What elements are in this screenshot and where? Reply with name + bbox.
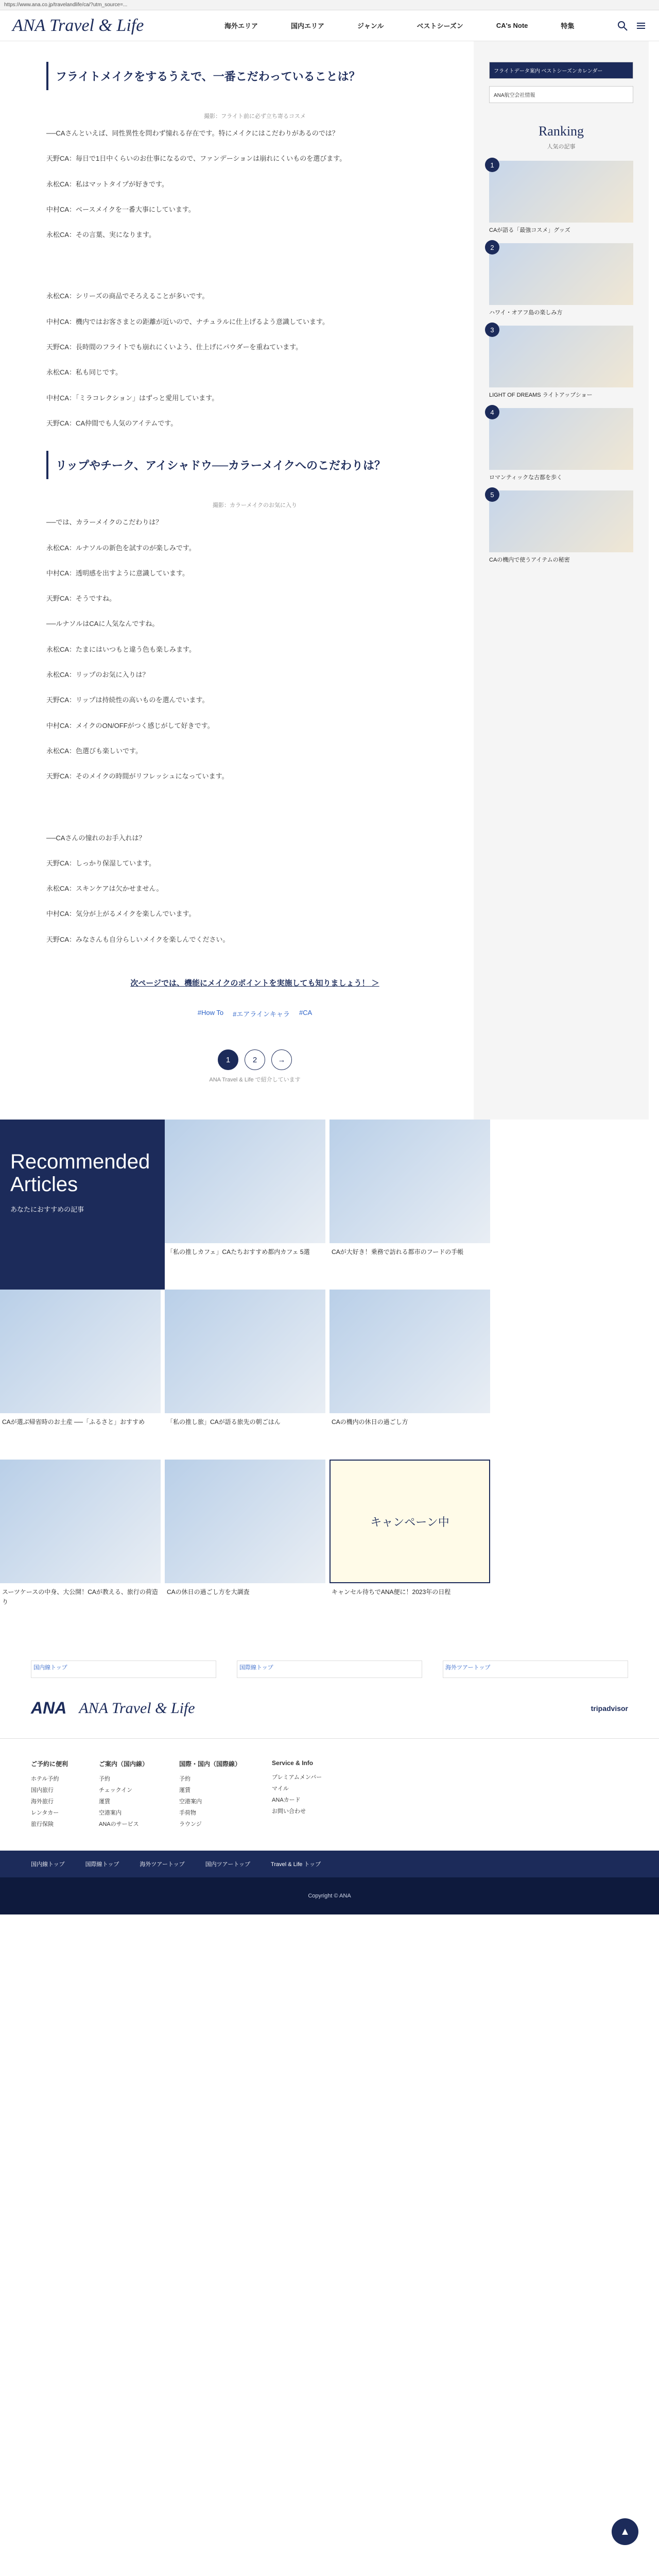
ranking-title: Ranking bbox=[538, 124, 584, 139]
nav-feature[interactable]: 特集 bbox=[561, 22, 575, 30]
footer-nav bbox=[0, 1851, 659, 1877]
qa-paragraph: 天野CA：しっかり保湿しています。 bbox=[46, 859, 156, 867]
recommended-card[interactable] bbox=[330, 1460, 494, 1630]
ranking-text: LIGHT OF DREAMS ライトアップショー bbox=[489, 392, 593, 398]
qa-paragraph: 天野CA：そのメイクの時間がリフレッシュになっています。 bbox=[46, 772, 229, 781]
card-image bbox=[0, 1290, 161, 1413]
qa-paragraph: 永松CA：スキンケアは欠かせません。 bbox=[46, 885, 163, 893]
footer-link[interactable]: 旅行保険 bbox=[31, 1821, 54, 1828]
qa-paragraph: 天野CA：そうですね。 bbox=[46, 595, 116, 603]
section1-title: フライトメイクをするうえで、一番こだわっていることは？ bbox=[46, 62, 463, 90]
qa-paragraph: 永松CA：私はマットタイプが好きです。 bbox=[46, 180, 168, 188]
footer-link[interactable]: 予約 bbox=[179, 1776, 191, 1783]
qa-paragraph: 中村CA：メイクのON/OFFがつく感じがして好きです。 bbox=[46, 721, 214, 730]
recommended-subtitle: あなたにおすすめの記事 bbox=[10, 1206, 84, 1214]
card-title: CAの休日の過ごし方を大調査 bbox=[167, 1588, 250, 1596]
site-logo[interactable]: ANA Travel & Life bbox=[12, 15, 144, 35]
recommended-card[interactable] bbox=[330, 1120, 494, 1290]
ranking-item[interactable] bbox=[489, 161, 633, 234]
recommended-title-panel bbox=[0, 1120, 165, 1290]
footer-nav-link[interactable]: 国際線トップ bbox=[85, 1861, 119, 1868]
article bbox=[31, 41, 474, 1120]
partner-logo[interactable]: tripadvisor bbox=[591, 1704, 628, 1713]
nav-note[interactable]: CA's Note bbox=[496, 22, 528, 29]
qa-paragraph: 中村CA：機内ではお客さまとの距離が近いので、ナチュラルに仕上げるよう意識しています。 bbox=[46, 317, 329, 326]
qa-paragraph: 天野CA：みなさんも自分らしいメイクを楽しんでください。 bbox=[46, 935, 230, 943]
footer-column bbox=[99, 1759, 148, 1830]
ana-logo[interactable]: ANA bbox=[31, 1699, 67, 1718]
card-title: CAが選ぶ帰省時のお土産 ──「ふるさと」おすすめ bbox=[2, 1418, 145, 1426]
footer-link[interactable]: お問い合わせ bbox=[272, 1808, 306, 1815]
search-icon[interactable] bbox=[617, 20, 628, 31]
qa-paragraph: ──ルナソルはCAに人気なんですね。 bbox=[46, 620, 159, 628]
rank-number: 2 bbox=[485, 240, 499, 255]
article-photo: 撮影：フライト前に必ず立ち寄るコスメ bbox=[204, 113, 306, 120]
rank-number: 1 bbox=[485, 158, 499, 172]
share-note: ANA Travel & Life で紹介しています bbox=[209, 1077, 301, 1083]
qa-paragraph: ──CAさんの憧れのお手入れは？ bbox=[46, 834, 146, 842]
ranking-item[interactable] bbox=[489, 490, 633, 564]
qa-paragraph: 永松CA：リップのお気に入りは？ bbox=[46, 671, 149, 679]
rank-number: 4 bbox=[485, 405, 499, 419]
card-image bbox=[330, 1290, 490, 1413]
nav-season[interactable]: ベストシーズン bbox=[417, 22, 463, 30]
qa-paragraph: 天野CA：毎日で1日中くらいのお仕事になるので、ファンデーションは崩れにくいものを選びます。 bbox=[46, 155, 346, 163]
ranking-text: ロマンティックな古都を歩く bbox=[489, 474, 563, 481]
sidebar-banner[interactable]: ANA航空会社情報 bbox=[489, 86, 633, 103]
footer-link[interactable]: ホテル予約 bbox=[31, 1776, 59, 1783]
recommended-card[interactable] bbox=[0, 1290, 165, 1460]
page-2-button[interactable]: 2 bbox=[245, 1049, 265, 1070]
arrow-up-icon: ▲ bbox=[620, 2526, 630, 2537]
footer-link[interactable]: 運賃 bbox=[179, 1787, 191, 1794]
promo-banner[interactable]: 国際線トップ bbox=[237, 1660, 422, 1678]
footer-link[interactable]: プレミアムメンバー bbox=[272, 1774, 322, 1781]
section2-title: リップやチーク、アイシャドウ──カラーメイクへのこだわりは？ bbox=[46, 451, 463, 479]
recommended-title: Recommended Articles bbox=[10, 1150, 150, 1196]
card-image bbox=[165, 1460, 325, 1583]
ranking-image bbox=[489, 408, 633, 470]
card-image bbox=[0, 1460, 161, 1583]
footer-column-title: ご案内（国内線） bbox=[99, 1760, 149, 1768]
footer-column-title: ご予約に便利 bbox=[31, 1760, 68, 1768]
qa-paragraph: 永松CA：シリーズの商品でそろえることが多いです。 bbox=[46, 292, 209, 300]
recommended-card[interactable] bbox=[165, 1460, 330, 1630]
campaign-ad[interactable]: キャンペーン中 bbox=[330, 1460, 490, 1583]
card-title: CAが大好き！乗務で訪れる都市のフードの手帳 bbox=[332, 1248, 464, 1256]
qa-paragraph: ──では、カラーメイクのこだわりは？ bbox=[46, 518, 163, 527]
article-photo: 撮影：カラーメイクのお気に入り bbox=[212, 502, 297, 509]
pagination bbox=[46, 1049, 463, 1070]
qa-paragraph: 天野CA：リップは持続性の高いものを選んでいます。 bbox=[46, 696, 209, 704]
footer-link[interactable]: 予約 bbox=[99, 1776, 111, 1783]
footer-link[interactable]: ANAカード bbox=[272, 1797, 301, 1804]
promo-banner[interactable]: 海外ツアートップ bbox=[443, 1660, 628, 1678]
footer-column bbox=[31, 1759, 68, 1830]
qa-paragraph: 中村CA：「ミラコレクション」はずっと愛用しています。 bbox=[46, 394, 219, 402]
footer-link[interactable]: 国内旅行 bbox=[31, 1787, 54, 1794]
rank-number: 5 bbox=[485, 487, 499, 502]
sidebar-banner[interactable]: フライトデータ案内 ベストシーズンカレンダー bbox=[489, 62, 633, 79]
card-title: 「私の推しカフェ」CAたちおすすめ都内カフェ 5選 bbox=[167, 1248, 310, 1256]
footer-columns bbox=[0, 1739, 659, 1851]
qa-paragraph: 天野CA：CA仲間でも人気のアイテムです。 bbox=[46, 419, 178, 427]
footer-link[interactable]: ANAのサービス bbox=[99, 1821, 139, 1828]
qa-paragraph: 永松CA：色選びも楽しいです。 bbox=[46, 747, 143, 755]
card-image bbox=[330, 1120, 490, 1243]
ranking-text: CAが語る「最強コスメ」グッズ bbox=[489, 227, 570, 233]
footer-copyright: Copyright © ANA bbox=[0, 1877, 659, 1914]
page-1-button[interactable]: 1 bbox=[218, 1049, 238, 1070]
footer-nav-link[interactable]: 海外ツアートップ bbox=[140, 1861, 185, 1868]
ranking-image bbox=[489, 243, 633, 305]
footer-link[interactable]: 空港案内 bbox=[99, 1810, 122, 1817]
footer-column bbox=[272, 1759, 322, 1830]
menu-icon[interactable] bbox=[635, 20, 647, 31]
tag-list bbox=[46, 1009, 463, 1019]
footer-link[interactable]: ラウンジ bbox=[179, 1821, 202, 1828]
footer-nav-link[interactable]: Travel & Life トップ bbox=[271, 1861, 321, 1868]
ranking-subtitle: 人気の記事 bbox=[547, 144, 576, 150]
qa-paragraph: 中村CA：透明感を出すように意識しています。 bbox=[46, 569, 189, 577]
ranking-text: ハワイ・オアフ島の楽しみ方 bbox=[489, 310, 563, 316]
nav-genre[interactable]: ジャンル bbox=[357, 22, 384, 30]
footer-site-logo[interactable]: ANA Travel & Life bbox=[79, 1699, 195, 1717]
recommended-card[interactable] bbox=[330, 1290, 494, 1460]
footer-link[interactable]: 手荷物 bbox=[179, 1810, 197, 1817]
card-title: CAの機内の休日の過ごし方 bbox=[332, 1418, 408, 1426]
card-title: スーツケースの中身、大公開！CAが教える、旅行の荷造り bbox=[2, 1588, 158, 1606]
footer-brand bbox=[0, 1678, 659, 1739]
footer-nav-link[interactable]: 国内ツアートップ bbox=[205, 1861, 251, 1868]
back-to-top-button[interactable] bbox=[612, 2518, 638, 2545]
qa-paragraph: 天野CA：長時間のフライトでも崩れにくいよう、仕上げにパウダーを重ねています。 bbox=[46, 343, 303, 351]
qa-paragraph: 中村CA：ベースメイクを一番大事にしています。 bbox=[46, 205, 195, 213]
recommended-articles bbox=[0, 1120, 659, 1630]
footer-link[interactable]: 海外旅行 bbox=[31, 1799, 54, 1805]
nav-domestic[interactable]: 国内エリア bbox=[291, 22, 325, 30]
footer-link[interactable]: レンタカー bbox=[31, 1810, 59, 1817]
recommended-card[interactable] bbox=[165, 1290, 330, 1460]
ranking-image bbox=[489, 161, 633, 223]
qa-paragraph: 永松CA：ルナソルの新色を試すのが楽しみです。 bbox=[46, 544, 196, 552]
header bbox=[0, 10, 659, 41]
qa-paragraph: 永松CA：その言葉、実になります。 bbox=[46, 231, 156, 239]
footer-column bbox=[179, 1759, 241, 1830]
footer-link[interactable]: チェックイン bbox=[99, 1787, 133, 1794]
card-image bbox=[165, 1120, 325, 1243]
rank-number: 3 bbox=[485, 323, 499, 337]
tag[interactable]: #エアラインキャラ bbox=[233, 1010, 290, 1019]
ranking-item[interactable] bbox=[489, 408, 633, 481]
footer-link[interactable]: マイル bbox=[272, 1786, 289, 1792]
footer-nav-link[interactable]: 国内線トップ bbox=[31, 1861, 65, 1868]
header-icons bbox=[617, 20, 647, 31]
next-page-button[interactable]: → bbox=[271, 1049, 292, 1070]
recommended-card[interactable] bbox=[0, 1460, 165, 1630]
tag[interactable]: #How To bbox=[197, 1009, 224, 1017]
qa-paragraph: 永松CA：私も同じです。 bbox=[46, 368, 123, 377]
qa-paragraph: 中村CA：気分が上がるメイクを楽しんでいます。 bbox=[46, 910, 196, 918]
qa-paragraph: 永松CA：たまにはいつもと違う色も楽しみます。 bbox=[46, 645, 196, 653]
ranking-item[interactable] bbox=[489, 243, 633, 316]
qa-paragraph: ──CAさんといえば、同性異性を問わず憧れる存在です。特にメイクにはこだわりがあるのでは？ bbox=[46, 129, 339, 137]
nav-overseas[interactable]: 海外エリア bbox=[224, 22, 258, 30]
card-title: キャンセル待ちでANA便に！2023年の日程 bbox=[332, 1588, 451, 1596]
card-image bbox=[165, 1290, 325, 1413]
footer-link[interactable]: 運賃 bbox=[99, 1799, 111, 1805]
ranking-text: CAの機内で使うアイテムの秘密 bbox=[489, 557, 570, 563]
banner-row bbox=[0, 1660, 659, 1678]
footer-column-title: 国際・国内（国際線） bbox=[179, 1760, 241, 1768]
ranking-item[interactable] bbox=[489, 326, 633, 399]
footer-column-title: Service & Info bbox=[272, 1759, 314, 1767]
global-nav bbox=[208, 21, 591, 30]
sidebar bbox=[474, 41, 649, 1120]
promo-banner[interactable]: 国内線トップ bbox=[31, 1660, 216, 1678]
card-title: 「私の推し旅」CAが語る旅先の朝ごはん bbox=[167, 1418, 281, 1426]
ranking-image bbox=[489, 490, 633, 552]
url-bar[interactable]: https://www.ana.co.jp/travelandlife/ca/?utm_source=... bbox=[0, 0, 659, 10]
recommended-card[interactable] bbox=[165, 1120, 330, 1290]
ranking-image bbox=[489, 326, 633, 387]
next-page-link[interactable]: 次ページでは、機能にメイクのポイントを実施しても知りましょう！ ＞ bbox=[130, 979, 379, 988]
footer-link[interactable]: 空港案内 bbox=[179, 1799, 202, 1805]
tag[interactable]: #CA bbox=[299, 1009, 313, 1017]
